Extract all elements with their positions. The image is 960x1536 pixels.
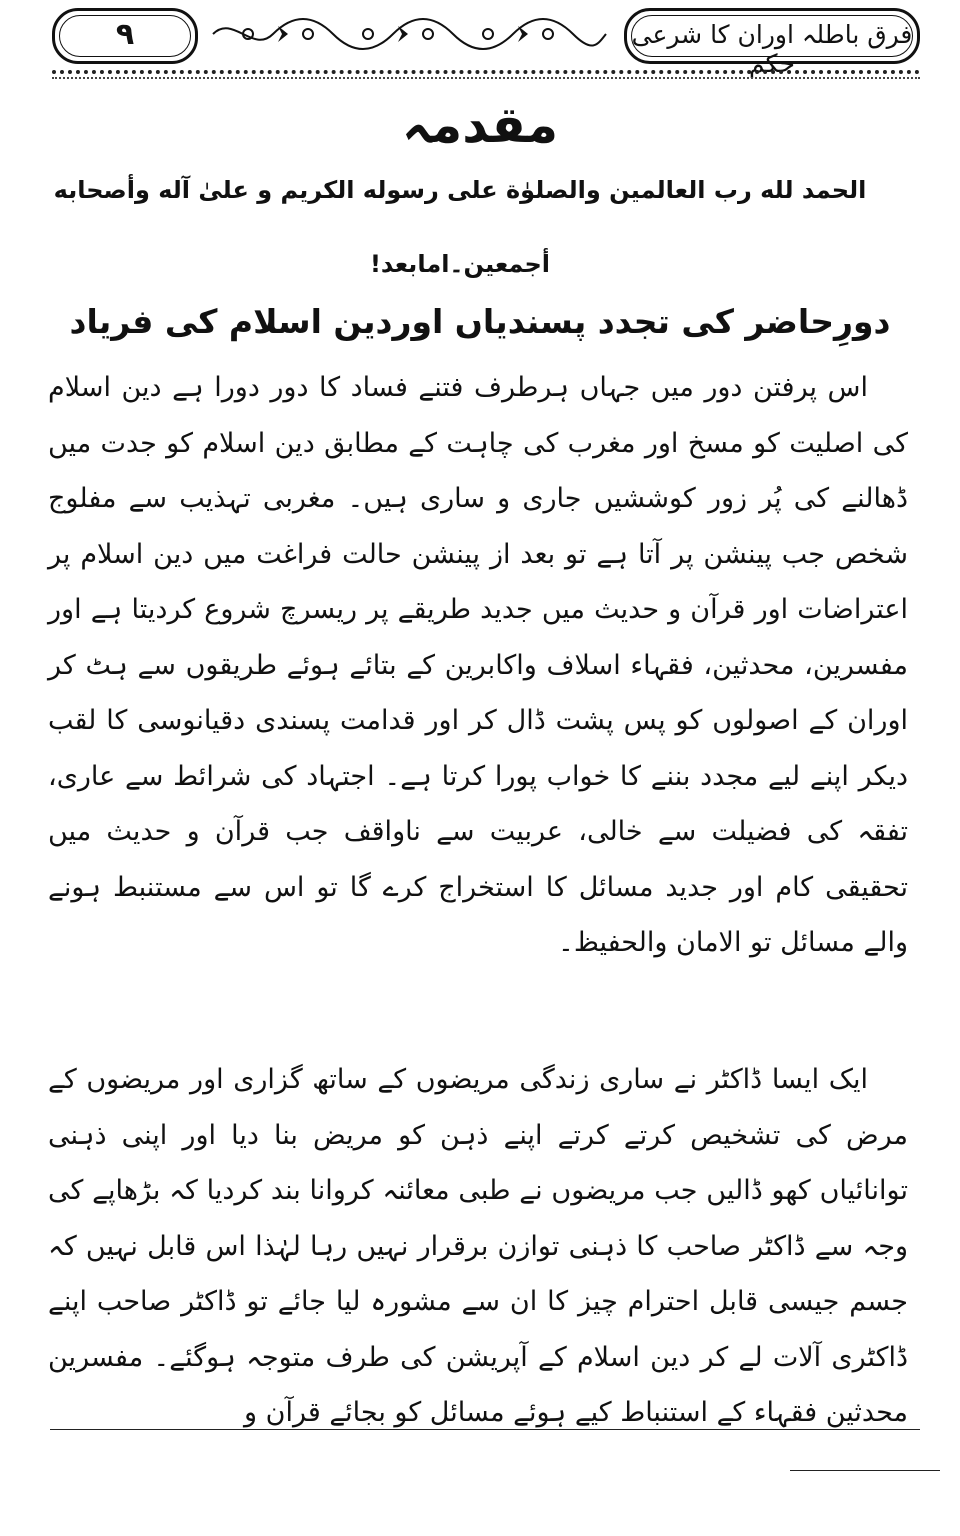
paragraph-1 xyxy=(48,360,908,1080)
book-title-frame xyxy=(624,8,920,78)
hand-underline xyxy=(50,1429,920,1430)
header-divider xyxy=(52,70,920,74)
page-number: ۹ xyxy=(115,17,135,52)
chapter-title: مقدمہ xyxy=(401,96,559,154)
section-heading: دورِحاضر کی تجدد پسندیاں اوردین اسلام کی فریاد xyxy=(69,302,891,341)
header-divider-secondary xyxy=(52,77,920,79)
invocation-line-2: أجمعين۔امابعد! xyxy=(369,250,551,278)
paragraph-2-text: ایک ایسا ڈاکٹر نے ساری زندگی مریضوں کے ساتھ گزاری اور مریضوں کے مرض کی تشخیص کرتے کرتے اپنے ذہن کو مریض بنا دیا اور اپنی ذہنی توانائیاں کھو ڈالیں جب مریضوں نے طبی معائنہ کروانا بند کردیا کہ بڑھاپے کی وجہ سے ڈاکٹر صاحب کا ذہنی توازن برقرار نہیں رہا لہٰذا اس قابل نہیں کہ جسم جیسی قابل احترام چیز کا ان سے مشورہ لیا جائے تو ڈاکٹر صاحب اپنے ڈاکٹری آلات لے کر دین اسلام کے آپریشن کی طرف متوجہ ہوگئے۔ مفسرین محدثین فقہاء کے استنباط کیے ہوئے مسائل کو بجائے قرآن و xyxy=(48,1064,908,1428)
floral-ornament-icon xyxy=(208,14,608,54)
page-header xyxy=(40,4,930,78)
book-title: فرق باطلہ اوران کا شرعی حکم xyxy=(631,20,913,78)
hand-underline-short xyxy=(790,1470,940,1471)
page-number-frame xyxy=(52,8,198,64)
invocation-line-1: الحمد لله رب العالمين والصلوٰة على رسوله الكريم و علىٰ آله وأصحابه xyxy=(53,176,867,204)
paragraph-1-text: اس پرفتن دور میں جہاں ہرطرف فتنے فساد کا دور دورا ہے دین اسلام کی اصلیت کو مسخ اور مغرب کی چاہت کے مطابق دین اسلام کو جدت میں ڈھالنے کی پُر زور کوششیں جاری و ساری ہیں۔ مغربی تہذیب سے مفلوج شخص جب پینشن پر آتا ہے تو بعد از پینشن حالت فراغت میں دین اسلام پر اعتراضات اور قرآن و حدیث میں جدید طریقے پر ریسرچ شروع کردیتا ہے اور مفسرین، محدثین، فقہاء اسلاف واکابرین کے بتائے ہوئے طریقوں سے ہٹ کر اوران کے اصولوں کو پس پشت ڈال کر اور قدامت پسندی دقیانوسی کا لقب دیکر اپنے لیے مجدد بننے کا خواب پورا کرتا ہے۔ اجتہاد کی شرائط سے عاری، تفقہ کی فضیلت سے خالی، عربیت سے ناواقف جب قرآن و حدیث میں تحقیقی کام اور جدید مسائل کا استخراج کرے گا تو اس سے مستنبط ہونے والے مسائل تو الامان والحفیظ۔ xyxy=(48,372,908,958)
paragraph-2 xyxy=(48,1052,908,1492)
